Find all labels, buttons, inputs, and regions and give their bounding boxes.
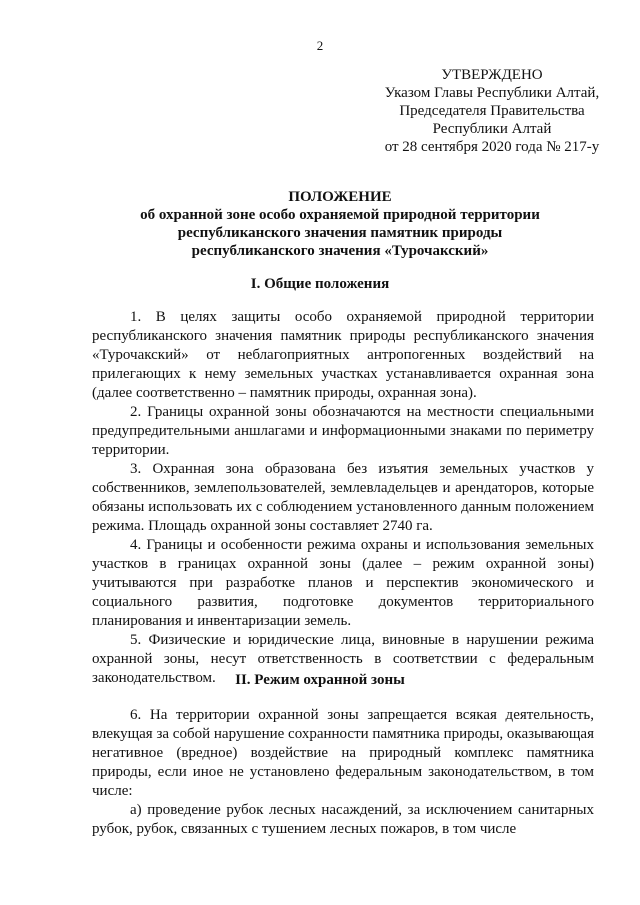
section-body-regime bbox=[92, 706, 594, 839]
section-heading-regime: II. Режим охранной зоны bbox=[235, 672, 405, 688]
title-line: республиканского значения памятник природы bbox=[177, 225, 503, 241]
section-body-general bbox=[92, 308, 594, 688]
approval-line: УТВЕРЖДЕНО bbox=[441, 67, 543, 83]
approval-line: Республики Алтай bbox=[432, 121, 552, 137]
section-heading-general: I. Общие положения bbox=[250, 276, 390, 292]
paragraph: 5. Физические и юридические лица, виновные в нарушении режима охранной зоны, несут ответственность в соответствии с федеральным законодательством. bbox=[92, 632, 594, 686]
paragraph: 4. Границы и особенности режима охраны и использования земельных участков в границах охранной зоны (далее – режим охранной зоны) учитываются при разработке планов и перспектив экономического и социального развития, подготовке документов территориального планирования и инвентаризации земель. bbox=[92, 537, 594, 629]
paragraph: а) проведение рубок лесных насаждений, за исключением санитарных рубок, рубок, связанных с тушением лесных пожаров, в том числе bbox=[92, 802, 594, 837]
approval-stamp bbox=[372, 66, 612, 156]
approval-line: Указом Главы Республики Алтай, bbox=[384, 85, 600, 101]
document-title bbox=[60, 188, 620, 260]
approval-line: от 28 сентября 2020 года № 217-у bbox=[384, 139, 600, 155]
paragraph: 2. Границы охранной зоны обозначаются на местности специальными предупредительными аншлагами и информационными знаками по периметру территории. bbox=[92, 404, 594, 458]
title-line: республиканского значения «Турочакский» bbox=[191, 243, 489, 259]
title-line: ПОЛОЖЕНИЕ bbox=[288, 189, 392, 205]
paragraph: 1. В целях защиты особо охраняемой природной территории республиканского значения памятник природы республиканского значения «Турочакский» от неблагоприятных антропогенных воздействий на прилегающих к нему земельных участках устанавливается охранная зона (далее соответственно – памятник природы, охранная зона). bbox=[92, 309, 594, 401]
approval-line: Председателя Правительства bbox=[399, 103, 585, 119]
paragraph: 6. На территории охранной зоны запрещается всякая деятельность, влекущая за собой нарушение сохранности памятника природы, оказывающая негативное (вредное) воздействие на природный комплекс памятника природы, если иное не установлено федеральным законодательством, в том числе: bbox=[92, 707, 594, 799]
paragraph: 3. Охранная зона образована без изъятия земельных участков у собственников, землепользователей, землевладельцев и арендаторов, которые обязаны использовать их с соблюдением установленного данным положением режима. Площадь охранной зоны составляет 2740 га. bbox=[92, 461, 594, 534]
title-line: об охранной зоне особо охраняемой природной территории bbox=[140, 207, 540, 223]
page-number: 2 bbox=[316, 38, 324, 53]
